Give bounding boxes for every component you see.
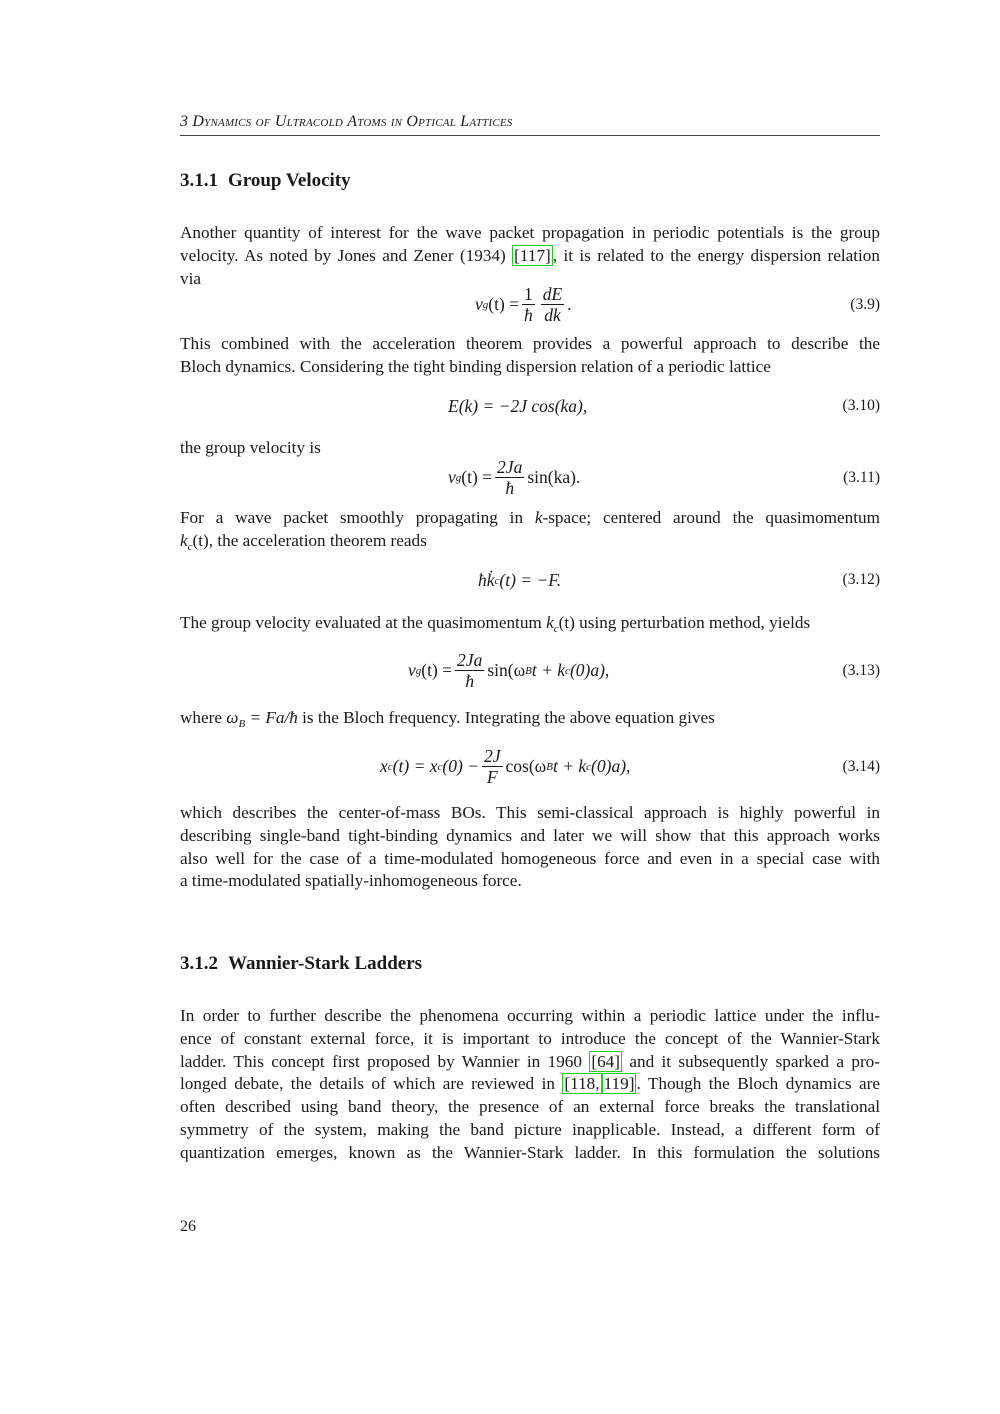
equation-3-14: x c (t) = x c (0) − $\frac{2J}{F}$ cos(ω B t + k c (0)a), (3.14) [380,746,880,787]
equation-3-10: E(k) = −2J cos(ka), (3.10) [448,396,880,416]
paragraph: Another quantity of interest for the wave packet propagation in periodic potentials is the group velocity. As noted by Jones and Zener (1934) [117] , it is related to the energy dispersion relation via [180,223,880,288]
equation-3-13: v g (t) = $\frac{2Ja}{ħ}$ sin(ω B t + k c (0)a), (3.13) [408,650,880,691]
citation-link[interactable]: [118, [564,1074,600,1094]
section-heading-group-velocity: 3.1.1 Group Velocity [180,170,351,191]
equation-number: (3.14) [842,758,880,775]
paragraph: In order to further describe the phenomena occurring within a periodic lattice under the influ- ence of constant external force, it is important to introduce the concept of the Wannier-Stark ladder. This concept first proposed by Wannier in 1960 [64] and it subsequently sparked a pro- longed debate, the details of which are reviewed in [118, 119] . Though the Bloch dynamics are often described using band theory, the presence of an external force breaks the translational symmetry of the system, making the band picture inapplicable. Instead, a different form of quantization emerges, known as the Wannier-Stark ladder. In this formulation the solutions [180,1006,880,1162]
section-heading-wannier-stark: 3.1.2 Wannier-Stark Ladders [180,953,423,974]
citation-link[interactable]: [64] [591,1051,620,1071]
equation-number: (3.9) [850,296,880,313]
paragraph: For a wave packet smoothly propagating in k-space; centered around the quasimomentum $k_c(t)$, the acceleration theorem reads [180,508,880,553]
equation-3-11: v g (t) = $\frac{2Ja}{ħ}$ sin(ka). (3.11) [448,457,880,498]
paragraph: This combined with the acceleration theorem provides a powerful approach to describe the Bloch dynamics. Considering the tight binding dispersion relation of a periodic lattice [180,334,880,376]
equation-number: (3.10) [842,397,880,414]
page-number: 26 [180,1218,196,1235]
citation-link[interactable]: [117] [514,245,551,265]
chapter-number: 3 [180,113,189,130]
equation-number: (3.12) [842,571,880,588]
paragraph: which describes the center-of-mass BOs. This semi-classical approach is highly powerful in describing single-band tight-binding dynamics and later we will show that this approach works also well for the case of a time-modulated homogeneous force and even in a special case with a time-modulated spatially-inhomogeneous force. [180,803,880,891]
running-header: 3 Dynamics of Ultracold Atoms in Optical Lattices [180,113,880,136]
paragraph: the group velocity is [180,438,321,457]
equation-3-12: ħk̇ c (t) = −F. (3.12) [478,570,880,590]
citation-link[interactable]: 119] [603,1074,635,1094]
equation-number: (3.11) [843,469,880,486]
equation-number: (3.13) [842,662,880,679]
equation-3-9: v g (t) = $\frac{1}{ħ}$ $\frac{dE}{dk}$ . (3.9) [475,284,880,325]
paragraph: where $\omega_B$ = Fa/ħ is the Bloch frequency. Integrating the above equation gives [180,708,715,730]
paragraph: The group velocity evaluated at the quasimomentum $k_c(t)$ using perturbation method, yields [180,613,811,635]
